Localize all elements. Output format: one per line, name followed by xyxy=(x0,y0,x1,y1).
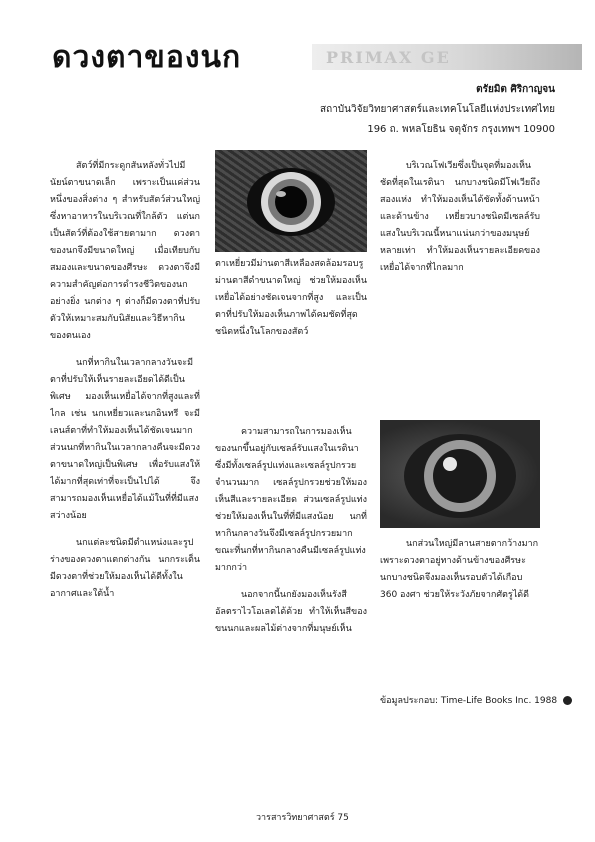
author-institute: สถาบันวิจัยวิทยาศาสตร์และเทคโนโลยีแห่งประเทศไทย xyxy=(320,104,555,115)
paragraph: บริเวณโฟเวียซึ่งเป็นจุดที่มองเห็นชัดที่สุดในเรตินา นกบางชนิดมีโฟเวียถึงสองแห่ง ทำให้มองเห็นได้ชัดทั้งด้านหน้าและด้านข้าง เหยี่ยวบางชนิดมีเซลล์รับแสงในบริเวณนี้หนาแน่นกว่าของมนุษย์หลายเท่า ทำให้มองเห็นรายละเอียดของเหยื่อได้จากที่ไกลมาก xyxy=(380,161,540,273)
column-left xyxy=(50,158,200,798)
caption-hawk-eye: ตาเหยี่ยวมีม่านตาสีเหลืองสดล้อมรอบรูม่านตาสีดำขนาดใหญ่ ช่วยให้มองเห็นเหยื่อได้อย่างชัดเจนจากที่สูง และเป็นตาที่ปรับให้มองเห็นภาพได้คมชัดที่สุดชนิดหนึ่งในโลกของสัตว์ xyxy=(215,259,367,337)
credit-text: ข้อมูลประกอบ: Time-Life Books Inc. 1988 xyxy=(380,696,558,706)
column-right-top xyxy=(380,158,540,410)
eye-illustration xyxy=(380,420,540,528)
paragraph: นกที่หากินในเวลากลางวันจะมีตาที่ปรับให้เห็นรายละเอียดได้ดีเป็นพิเศษ มองเห็นเหยื่อได้จากที่สูงและที่ไกล เช่น นกเหยี่ยวและนกอินทรี จะมีเลนส์ตาที่ทำให้มองเห็นได้ชัดเจนมาก ส่วนนกที่หากินในเวลากลางคืนจะมีดวงตาขนาดใหญ่เป็นพิเศษ เพื่อรับแสงให้ได้มากที่สุดเท่าที่จะเป็นไปได้ จึงสามารถมองเห็นเหยื่อได้แม้ในที่ที่มีแสงสว่างน้อย xyxy=(50,358,200,521)
paragraph: ความสามารถในการมองเห็นของนกขึ้นอยู่กับเซลล์รับแสงในเรตินา ซึ่งมีทั้งเซลล์รูปแท่งและเซลล์รูปกรวยจำนวนมาก เซลล์รูปกรวยช่วยให้มองเห็นสีและรายละเอียด ส่วนเซลล์รูปแท่งช่วยให้มองเห็นในที่ที่มีแสงน้อย นกที่หากินกลางวันจึงมีเซลล์รูปกรวยมาก ขณะที่นกที่หากินกลางคืนมีเซลล์รูปแท่งมากกว่า xyxy=(215,427,367,573)
author-address: 196 ถ. พหลโยธิน จตุจักร กรุงเทพฯ 10900 xyxy=(367,124,555,135)
owl-eye-photo xyxy=(380,420,540,528)
page-footer: วารสารวิทยาศาสตร์ 75 xyxy=(256,813,349,823)
article-title: ดวงตาของนก xyxy=(52,40,242,75)
paragraph: นกส่วนใหญ่มีลานสายตากว้างมากเพราะดวงตาอยู่ทางด้านข้างของศีรษะ นกบางชนิดจึงมองเห็นรอบตัวได้เกือบ 360 องศา ช่วยให้ระวังภัยจากศัตรูได้ดี xyxy=(380,539,539,600)
image-credit xyxy=(380,693,572,710)
hawk-eye-photo xyxy=(215,150,367,252)
paragraph: นกแต่ละชนิดมีตำแหน่งและรูปร่างของดวงตาแตกต่างกัน นกกระเต็นมีดวงตาที่ช่วยให้มองเห็นได้ดีทั้งในอากาศและใต้น้ำ xyxy=(50,538,200,599)
eye-illustration xyxy=(215,150,367,252)
author-name: ตรัยมิต ศิริกาญจน xyxy=(476,84,555,95)
column-middle xyxy=(215,424,367,798)
paragraph: สัตว์ที่มีกระดูกสันหลังทั่วไปมีนัยน์ตาขนาดเล็ก เพราะเป็นแค่ส่วนหนึ่งของสิ่งต่าง ๆ สำหรับสัตว์ส่วนใหญ่ ซึ่งหาอาหารในบริเวณที่ใกล้ตัว แต่นกเป็นสัตว์ที่ต้องใช้สายตามาก ดวงตาของนกจึงมีขนาดใหญ่ เมื่อเทียบกับสมองและขนาดของศีรษะ ดวงตาจึงมีความสำคัญต่อการดำรงชีวิตของนกอย่างยิ่ง นกต่าง ๆ ต่างก็มีดวงตาที่ปรับตัวให้เหมาะสมกับนิสัยและวิธีหากินของตนเอง xyxy=(50,161,200,341)
banner-text: PRIMAX GE xyxy=(326,48,451,67)
column-right-bottom xyxy=(380,536,540,686)
masthead-banner xyxy=(312,44,582,70)
end-mark-icon xyxy=(563,696,572,705)
paragraph: นอกจากนี้นกยังมองเห็นรังสีอัลตราไวโอเลตได้ด้วย ทำให้เห็นสีของขนนกและผลไม้ต่างจากที่มนุษย์เห็น xyxy=(215,590,367,634)
